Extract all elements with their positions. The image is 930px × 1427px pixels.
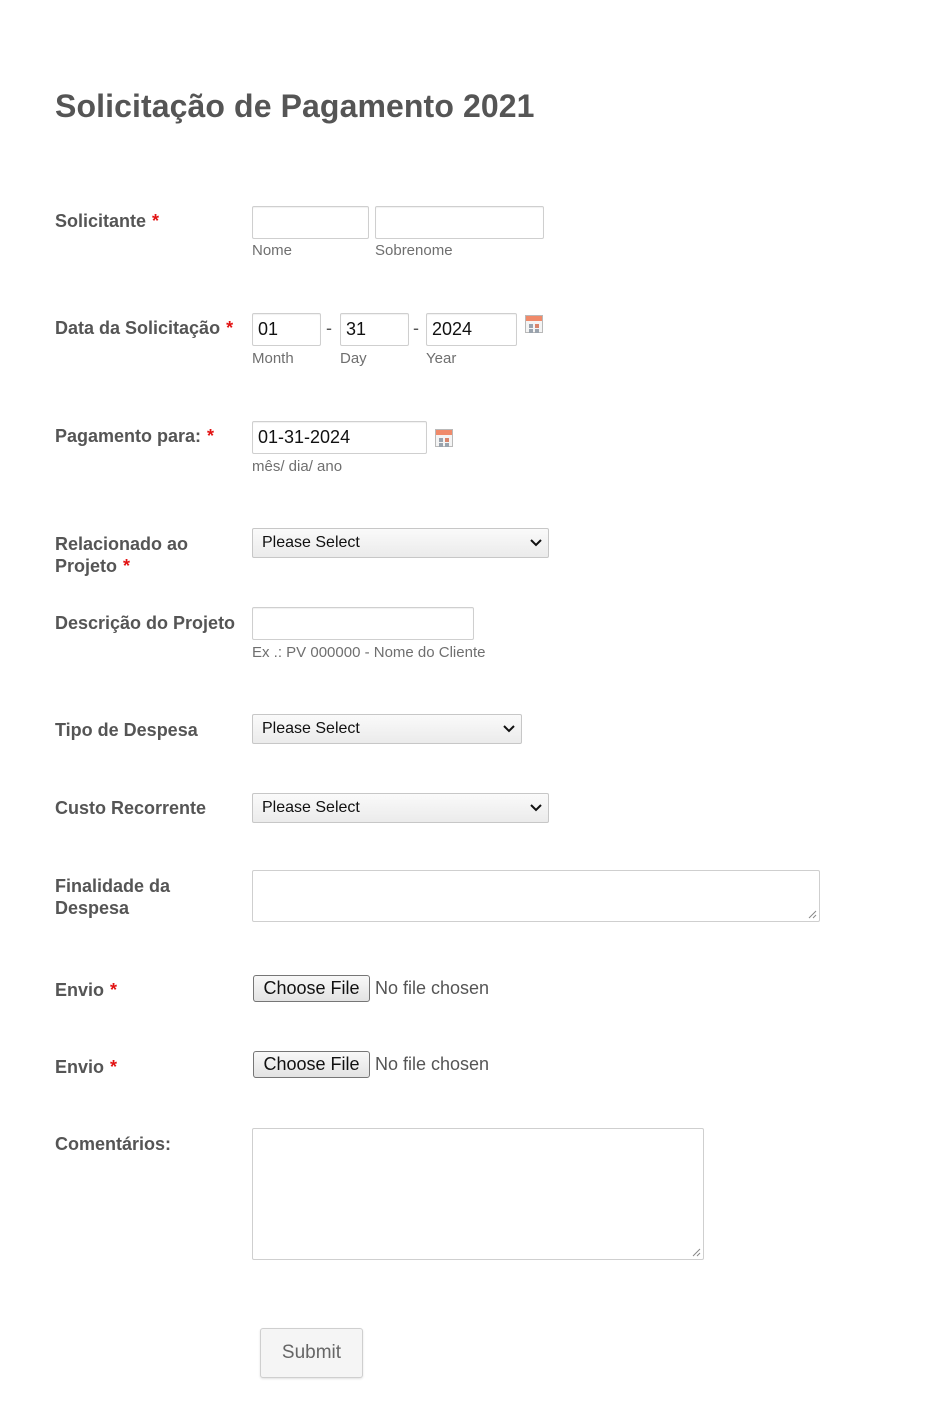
choose-file-button[interactable]: Choose File <box>253 975 370 1002</box>
year-input[interactable]: 2024 <box>426 313 517 346</box>
data-solicitacao-label: Data da Solicitação * <box>55 318 234 338</box>
file-status-text: No file chosen <box>375 1054 490 1074</box>
required-asterisk: * <box>226 318 234 338</box>
chevron-down-icon <box>530 803 542 813</box>
comentarios-label: Comentários: <box>55 1134 172 1154</box>
pagamento-date-sublabel: mês/ dia/ ano <box>252 458 343 475</box>
first-name-input[interactable] <box>252 206 369 239</box>
submit-button[interactable]: Submit <box>260 1328 363 1378</box>
descricao-projeto-input[interactable] <box>252 607 474 640</box>
custo-recorrente-label: Custo Recorrente <box>55 798 207 818</box>
select-value: Please Select <box>262 799 360 816</box>
year-sublabel: Year <box>426 350 457 367</box>
resize-handle-icon[interactable] <box>691 1247 701 1257</box>
required-asterisk: * <box>110 1057 118 1077</box>
solicitante-label: Solicitante * <box>55 211 160 231</box>
finalidade-despesa-label: Finalidade da Despesa <box>55 876 171 918</box>
date-separator: - <box>326 318 332 338</box>
select-value: Please Select <box>262 720 360 737</box>
form-title: Solicitação de Pagamento 2021 <box>55 88 535 124</box>
month-sublabel: Month <box>252 350 294 367</box>
day-sublabel: Day <box>340 350 367 367</box>
pagamento-date-input[interactable]: 01-31-2024 <box>252 421 427 454</box>
required-asterisk: * <box>152 211 160 231</box>
calendar-icon[interactable] <box>525 315 543 333</box>
finalidade-despesa-textarea[interactable] <box>252 870 820 922</box>
resize-handle-icon[interactable] <box>807 909 817 919</box>
custo-recorrente-select[interactable] <box>252 793 549 823</box>
tipo-despesa-select[interactable] <box>252 714 522 744</box>
relacionado-projeto-label: Relacionado ao Projeto * <box>55 534 189 576</box>
first-name-sublabel: Nome <box>252 242 293 259</box>
calendar-icon[interactable] <box>435 429 453 447</box>
envio-label: Envio * <box>55 980 118 1000</box>
file-status-text: No file chosen <box>375 978 490 998</box>
descricao-projeto-sublabel: Ex .: PV 000000 - Nome do Cliente <box>252 644 486 661</box>
last-name-sublabel: Sobrenome <box>375 242 453 259</box>
last-name-input[interactable] <box>375 206 544 239</box>
day-input[interactable]: 31 <box>340 313 409 346</box>
choose-file-button[interactable]: Choose File <box>253 1051 370 1078</box>
required-asterisk: * <box>207 426 215 446</box>
descricao-projeto-label: Descrição do Projeto <box>55 613 236 633</box>
comentarios-textarea[interactable] <box>252 1128 704 1260</box>
month-input[interactable]: 01 <box>252 313 321 346</box>
date-separator: - <box>413 318 419 338</box>
select-value: Please Select <box>262 534 360 551</box>
relacionado-projeto-select[interactable] <box>252 528 549 558</box>
required-asterisk: * <box>123 556 131 576</box>
chevron-down-icon <box>530 538 542 548</box>
chevron-down-icon <box>503 724 515 734</box>
envio-label: Envio * <box>55 1057 118 1077</box>
tipo-despesa-label: Tipo de Despesa <box>55 720 198 740</box>
pagamento-para-label: Pagamento para: * <box>55 426 215 446</box>
required-asterisk: * <box>110 980 118 1000</box>
